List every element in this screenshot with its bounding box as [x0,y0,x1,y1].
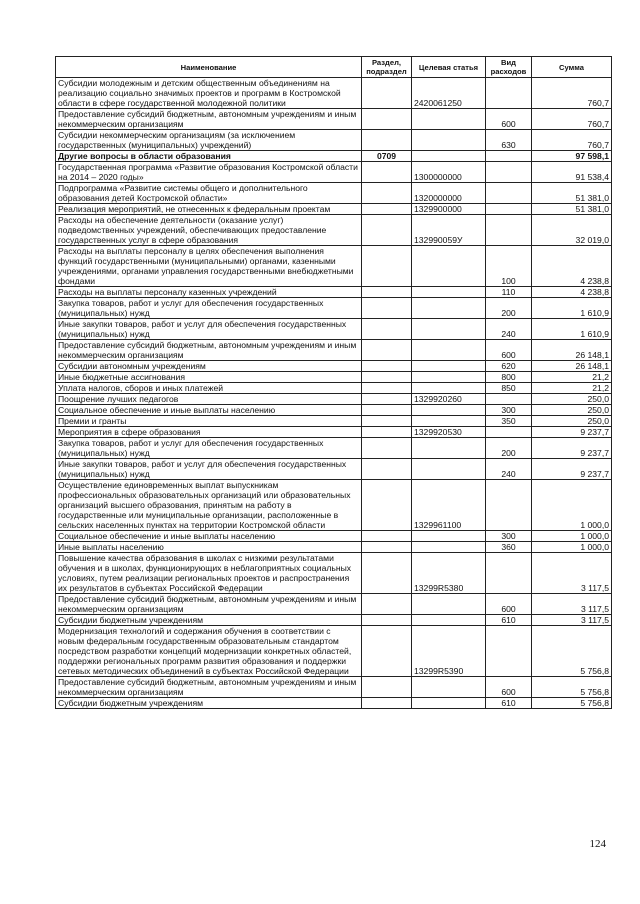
cell-name: Мероприятия в сфере образования [56,427,362,438]
table-row [56,78,612,109]
cell-name: Закупка товаров, работ и услуг для обеспечения государственных (муниципальных) нужд [56,298,362,319]
cell-target [412,246,486,287]
cell-section [362,427,412,438]
cell-sum: 9 237,7 [532,438,612,459]
cell-target [412,287,486,298]
cell-section [362,215,412,246]
cell-target [412,130,486,151]
cell-sum: 4 238,8 [532,246,612,287]
table-row [56,416,612,427]
cell-name: Повышение качества образования в школах с низкими результатами обучения и в школах, функционирующих в неблагоприятных социальных условиях, путем реализации региональных проектов и распространения их результатов в субъектах Российской Федерации [56,553,362,594]
cell-target [412,438,486,459]
cell-sum: 4 238,8 [532,287,612,298]
cell-expense: 610 [486,698,532,709]
table-row [56,109,612,130]
cell-sum: 760,7 [532,78,612,109]
cell-section [362,531,412,542]
cell-sum: 250,0 [532,405,612,416]
cell-name: Модернизация технологий и содержания обучения в соответствии с новым федеральным государственным образовательным стандартом посредством разработки концепций модернизации конкретных областей, поддержки региональных программ развития образования и поддержки сетевых методических объединений в субъектах Российской Федерации [56,626,362,677]
table-row [56,215,612,246]
cell-sum: 9 237,7 [532,459,612,480]
cell-target: 13299R5390 [412,626,486,677]
cell-target: 1329900000 [412,204,486,215]
cell-sum: 1 610,9 [532,298,612,319]
cell-name: Реализация мероприятий, не отнесенных к федеральным проектам [56,204,362,215]
table-row [56,372,612,383]
cell-expense: 600 [486,594,532,615]
cell-section [362,394,412,405]
cell-name: Иные бюджетные ассигнования [56,372,362,383]
header-target: Целевая статья [412,57,486,78]
cell-sum: 21,2 [532,372,612,383]
cell-sum: 5 756,8 [532,626,612,677]
budget-table [55,56,612,709]
cell-sum: 97 598,1 [532,151,612,162]
cell-expense: 850 [486,383,532,394]
cell-name: Другие вопросы в области образования [56,151,362,162]
cell-section [362,319,412,340]
cell-expense [486,78,532,109]
cell-section [362,677,412,698]
cell-section [362,78,412,109]
page-number: 124 [589,838,606,850]
cell-section [362,183,412,204]
cell-expense: 240 [486,459,532,480]
cell-name: Премии и гранты [56,416,362,427]
cell-sum: 26 148,1 [532,361,612,372]
cell-target [412,298,486,319]
cell-name: Социальное обеспечение и иные выплаты населению [56,531,362,542]
cell-section [362,246,412,287]
cell-section [362,204,412,215]
table-header-row [56,57,612,78]
cell-target: 1329961100 [412,480,486,531]
cell-expense: 100 [486,246,532,287]
table-row [56,594,612,615]
table-row [56,626,612,677]
cell-section [362,298,412,319]
cell-target [412,319,486,340]
cell-name: Субсидии некоммерческим организациям (за исключением государственных (муниципальных) учреждений) [56,130,362,151]
cell-sum: 26 148,1 [532,340,612,361]
cell-section [362,405,412,416]
cell-sum: 9 237,7 [532,427,612,438]
cell-expense: 240 [486,319,532,340]
cell-target [412,677,486,698]
header-section: Раздел, подраздел [362,57,412,78]
table-body [56,78,612,709]
cell-name: Расходы на обеспечение деятельности (оказание услуг) подведомственных учреждений, обеспечивающих предоставление государственных услуг в сфере образования [56,215,362,246]
cell-section [362,287,412,298]
cell-sum: 5 756,8 [532,698,612,709]
cell-sum: 32 019,0 [532,215,612,246]
cell-target: 132990059У [412,215,486,246]
cell-expense [486,394,532,405]
cell-target [412,151,486,162]
table-row [56,459,612,480]
cell-name: Закупка товаров, работ и услуг для обеспечения государственных (муниципальных) нужд [56,438,362,459]
cell-expense [486,204,532,215]
cell-name: Уплата налогов, сборов и иных платежей [56,383,362,394]
cell-target [412,361,486,372]
cell-section [362,130,412,151]
cell-name: Социальное обеспечение и иные выплаты населению [56,405,362,416]
cell-target [412,542,486,553]
table-row [56,394,612,405]
table-row [56,677,612,698]
cell-target [412,405,486,416]
cell-section [362,553,412,594]
cell-section [362,438,412,459]
cell-section [362,480,412,531]
cell-section [362,383,412,394]
cell-name: Иные закупки товаров, работ и услуг для обеспечения государственных (муниципальных) нужд [56,459,362,480]
cell-name: Предоставление субсидий бюджетным, автономным учреждениям и иным некоммерческим организациям [56,340,362,361]
table-row [56,698,612,709]
cell-expense [486,480,532,531]
cell-sum: 51 381,0 [532,204,612,215]
cell-sum: 250,0 [532,416,612,427]
table-row [56,553,612,594]
cell-target [412,459,486,480]
cell-sum: 1 610,9 [532,319,612,340]
cell-target [412,698,486,709]
table-row [56,130,612,151]
cell-expense [486,183,532,204]
cell-expense [486,215,532,246]
cell-name: Иные выплаты населению [56,542,362,553]
cell-target [412,615,486,626]
cell-expense: 610 [486,615,532,626]
header-sum: Сумма [532,57,612,78]
cell-expense: 350 [486,416,532,427]
table-row [56,361,612,372]
cell-expense: 630 [486,130,532,151]
cell-expense: 600 [486,109,532,130]
cell-sum: 760,7 [532,109,612,130]
cell-name: Осуществление единовременных выплат выпускникам профессиональных образовательных организаций или образовательных организаций высшего образования, принятым на работу в государственные или муниципальные организации, расположенные в сельских населенных пунктах на территории Костромской области [56,480,362,531]
cell-expense [486,162,532,183]
cell-target: 2420061250 [412,78,486,109]
cell-name: Субсидии молодежным и детским общественным объединениям на реализацию социально значимых проектов и программ в Костромской области в сфере государственной молодежной политики [56,78,362,109]
cell-name: Предоставление субсидий бюджетным, автономным учреждениям и иным некоммерческим организациям [56,594,362,615]
cell-expense: 200 [486,298,532,319]
cell-section [362,615,412,626]
cell-sum: 3 117,5 [532,594,612,615]
cell-target [412,383,486,394]
cell-section [362,372,412,383]
cell-target: 1329920260 [412,394,486,405]
cell-sum: 1 000,0 [532,531,612,542]
cell-target [412,109,486,130]
cell-expense: 800 [486,372,532,383]
cell-section [362,109,412,130]
header-name: Наименование [56,57,362,78]
cell-sum: 3 117,5 [532,553,612,594]
table-row [56,480,612,531]
cell-section [362,698,412,709]
cell-section [362,416,412,427]
cell-expense: 300 [486,405,532,416]
cell-expense: 620 [486,361,532,372]
table-row [56,287,612,298]
cell-name: Расходы на выплаты персоналу казенных учреждений [56,287,362,298]
table-row [56,615,612,626]
table-row [56,542,612,553]
table-row [56,319,612,340]
cell-target [412,416,486,427]
cell-target [412,372,486,383]
table-row [56,340,612,361]
table-row [56,405,612,416]
cell-section [362,361,412,372]
cell-expense: 300 [486,531,532,542]
cell-target: 1320000000 [412,183,486,204]
table-row [56,438,612,459]
cell-section [362,594,412,615]
cell-sum: 250,0 [532,394,612,405]
cell-section: 0709 [362,151,412,162]
cell-target [412,340,486,361]
cell-name: Государственная программа «Развитие образования Костромской области на 2014 – 2020 годы» [56,162,362,183]
cell-expense [486,553,532,594]
cell-target [412,594,486,615]
table-row [56,531,612,542]
table-row [56,246,612,287]
cell-section [362,162,412,183]
header-expense: Вид расходов [486,57,532,78]
cell-section [362,459,412,480]
table-row [56,298,612,319]
cell-expense: 600 [486,340,532,361]
cell-name: Поощрение лучших педагогов [56,394,362,405]
table-row [56,427,612,438]
cell-name: Субсидии бюджетным учреждениям [56,615,362,626]
table-row [56,151,612,162]
cell-name: Субсидии бюджетным учреждениям [56,698,362,709]
cell-sum: 1 000,0 [532,542,612,553]
cell-expense: 110 [486,287,532,298]
cell-expense: 600 [486,677,532,698]
cell-sum: 51 381,0 [532,183,612,204]
cell-section [362,626,412,677]
cell-expense [486,427,532,438]
cell-sum: 1 000,0 [532,480,612,531]
table-row [56,204,612,215]
cell-name: Иные закупки товаров, работ и услуг для обеспечения государственных (муниципальных) нужд [56,319,362,340]
cell-target: 1300000000 [412,162,486,183]
cell-sum: 5 756,8 [532,677,612,698]
table-row [56,183,612,204]
cell-name: Предоставление субсидий бюджетным, автономным учреждениям и иным некоммерческим организациям [56,109,362,130]
cell-sum: 760,7 [532,130,612,151]
cell-name: Расходы на выплаты персоналу в целях обеспечения выполнения функций государственными (муниципальными) органами, казенными учреждениями, органами управления государственными внебюджетными фондами [56,246,362,287]
cell-target [412,531,486,542]
cell-sum: 91 538,4 [532,162,612,183]
cell-section [362,340,412,361]
table-row [56,162,612,183]
cell-name: Субсидии автономным учреждениям [56,361,362,372]
cell-section [362,542,412,553]
cell-expense: 360 [486,542,532,553]
cell-name: Подпрограмма «Развитие системы общего и дополнительного образования детей Костромской области» [56,183,362,204]
cell-expense [486,151,532,162]
cell-sum: 3 117,5 [532,615,612,626]
cell-name: Предоставление субсидий бюджетным, автономным учреждениям и иным некоммерческим организациям [56,677,362,698]
table-row [56,383,612,394]
cell-target: 13299R5380 [412,553,486,594]
cell-expense [486,626,532,677]
cell-sum: 21,2 [532,383,612,394]
cell-target: 1329920530 [412,427,486,438]
cell-expense: 200 [486,438,532,459]
